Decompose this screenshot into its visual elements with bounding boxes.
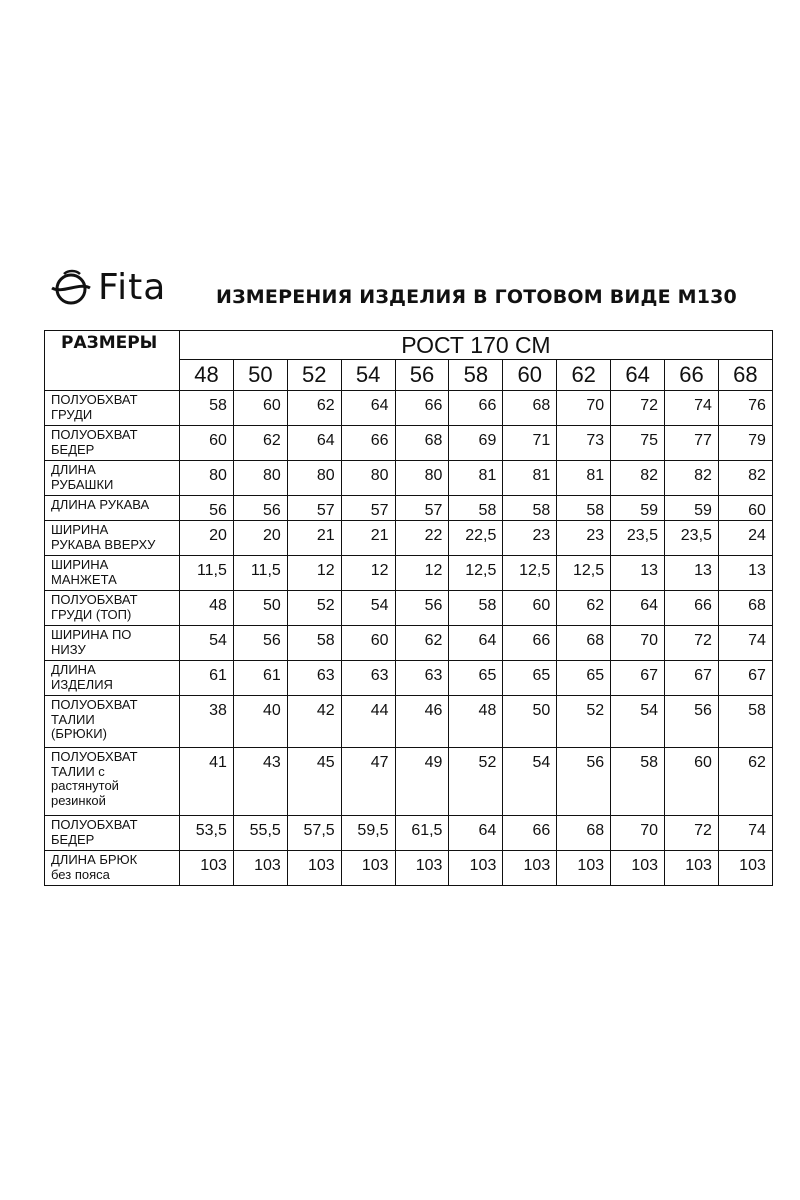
size-measurement-table [44,330,773,886]
measurement-value: 70 [611,816,665,851]
measurement-value: 69 [449,426,503,461]
size-header-cell: 56 [395,360,449,391]
measurement-value: 60 [233,391,287,426]
measurement-label-line: ПОЛУОБХВАТ [51,697,138,712]
measurement-value: 22 [395,521,449,556]
size-header-cell: 66 [665,360,719,391]
measurement-value: 64 [449,626,503,661]
size-header-cell: 52 [287,360,341,391]
measurement-value: 103 [611,851,665,886]
measurement-label [45,461,180,496]
sizes-header-label: РАЗМЕРЫ [45,331,180,391]
measurement-value: 60 [341,626,395,661]
measurement-value: 60 [665,748,719,816]
measurement-value: 103 [718,851,772,886]
document-title: ИЗМЕРЕНИЯ ИЗДЕЛИЯ В ГОТОВОМ ВИДЕ М130 [216,286,737,308]
measurement-label [45,591,180,626]
measurement-value: 67 [665,661,719,696]
fita-swirl-logo-icon [50,268,92,308]
measurement-value: 13 [665,556,719,591]
size-header-cell: 62 [557,360,611,391]
measurement-value: 13 [611,556,665,591]
measurement-value: 57 [395,496,449,521]
table-row [45,591,773,626]
measurement-value: 13 [718,556,772,591]
measurement-value: 75 [611,426,665,461]
measurement-value: 52 [287,591,341,626]
measurement-value: 47 [341,748,395,816]
table-row [45,391,773,426]
measurement-value: 53,5 [180,816,234,851]
measurement-value: 44 [341,696,395,748]
measurement-value: 80 [180,461,234,496]
measurement-label-line: НИЗУ [51,641,86,657]
table-body [45,391,773,886]
measurement-label-line: без пояса [51,866,110,882]
measurement-value: 67 [611,661,665,696]
table-row [45,851,773,886]
measurement-value: 64 [341,391,395,426]
measurement-label-line: ШИРИНА ПО [51,627,132,642]
measurement-value: 38 [180,696,234,748]
measurement-label [45,496,180,521]
measurement-value: 79 [718,426,772,461]
size-header-cell: 58 [449,360,503,391]
measurement-value: 58 [557,496,611,521]
measurement-value: 21 [287,521,341,556]
measurement-value: 11,5 [233,556,287,591]
measurement-value: 54 [341,591,395,626]
size-header-cell: 68 [718,360,772,391]
measurement-value: 50 [503,696,557,748]
measurement-value: 81 [503,461,557,496]
size-header-cell: 54 [341,360,395,391]
measurement-value: 65 [557,661,611,696]
size-header-cell: 60 [503,360,557,391]
measurement-value: 76 [718,391,772,426]
measurement-value: 103 [233,851,287,886]
measurement-value: 63 [341,661,395,696]
table-row [45,696,773,748]
measurement-value: 41 [180,748,234,816]
measurement-value: 103 [665,851,719,886]
measurement-value: 64 [287,426,341,461]
measurement-value: 12 [287,556,341,591]
measurement-value: 103 [395,851,449,886]
measurement-value: 48 [449,696,503,748]
measurement-label-line: ДЛИНА РУКАВА [51,497,150,512]
measurement-label [45,816,180,851]
measurement-value: 54 [611,696,665,748]
measurement-value: 58 [449,591,503,626]
measurement-value: 80 [287,461,341,496]
measurement-label-line: БЕДЕР [51,441,95,457]
measurement-value: 12,5 [557,556,611,591]
measurement-value: 64 [611,591,665,626]
measurement-label-line: ПОЛУОБХВАТ [51,749,138,764]
measurement-value: 60 [503,591,557,626]
measurement-value: 23 [557,521,611,556]
measurement-value: 58 [718,696,772,748]
measurement-value: 23,5 [611,521,665,556]
measurement-label-line: РУКАВА ВВЕРХУ [51,536,156,552]
measurement-value: 68 [557,626,611,661]
measurement-value: 70 [557,391,611,426]
measurement-value: 59 [611,496,665,521]
measurement-value: 12 [395,556,449,591]
measurement-value: 55,5 [233,816,287,851]
measurement-value: 40 [233,696,287,748]
measurement-label [45,391,180,426]
measurement-value: 60 [718,496,772,521]
measurement-value: 66 [503,816,557,851]
measurement-value: 54 [503,748,557,816]
measurement-value: 12,5 [449,556,503,591]
brand-name: Fita [98,267,167,308]
table-row [45,461,773,496]
measurement-value: 68 [395,426,449,461]
measurement-label [45,556,180,591]
measurement-value: 67 [718,661,772,696]
measurement-value: 74 [718,626,772,661]
measurement-value: 57 [341,496,395,521]
measurement-label [45,748,180,816]
measurement-value: 59,5 [341,816,395,851]
measurement-value: 62 [557,591,611,626]
size-header-cell: 50 [233,360,287,391]
measurement-value: 56 [233,496,287,521]
measurement-value: 23,5 [665,521,719,556]
measurement-label-line: ГРУДИ [51,406,93,422]
measurement-value: 21 [341,521,395,556]
measurement-value: 66 [395,391,449,426]
table-row [45,521,773,556]
measurement-value: 73 [557,426,611,461]
measurement-label-line: БЕДЕР [51,831,95,847]
measurement-label [45,661,180,696]
measurement-value: 56 [395,591,449,626]
measurement-label-line: РУБАШКИ [51,476,114,492]
measurement-value: 74 [665,391,719,426]
measurement-value: 56 [180,496,234,521]
measurement-label-line: ДЛИНА [51,662,96,677]
measurement-value: 72 [611,391,665,426]
measurement-label [45,626,180,661]
measurement-value: 66 [503,626,557,661]
measurement-value: 59 [665,496,719,521]
measurement-label-line: ГРУДИ (ТОП) [51,606,132,622]
measurement-value: 103 [557,851,611,886]
measurement-value: 42 [287,696,341,748]
measurement-label-line: ТАЛИИ [51,711,95,727]
measurement-value: 50 [233,591,287,626]
measurement-value: 61 [233,661,287,696]
measurement-label [45,426,180,461]
measurement-value: 63 [395,661,449,696]
measurement-value: 56 [233,626,287,661]
measurement-value: 66 [665,591,719,626]
brand-logo [50,268,166,308]
measurement-value: 54 [180,626,234,661]
measurement-label [45,851,180,886]
measurement-label-line: ПОЛУОБХВАТ [51,427,138,442]
measurement-label-line: ДЛИНА [51,462,96,477]
measurement-label-line: ШИРИНА [51,522,109,537]
measurement-value: 12 [341,556,395,591]
measurement-value: 68 [503,391,557,426]
measurement-value: 80 [395,461,449,496]
measurement-label-line: ДЛИНА БРЮК [51,852,138,867]
measurement-label-line: ПОЛУОБХВАТ [51,817,138,832]
size-header-cell: 64 [611,360,665,391]
table-row [45,496,773,521]
measurement-value: 71 [503,426,557,461]
measurement-value: 52 [449,748,503,816]
table-row [45,816,773,851]
measurement-value: 63 [287,661,341,696]
measurement-value: 62 [233,426,287,461]
measurement-value: 81 [449,461,503,496]
table-row [45,556,773,591]
measurement-label-line: (БРЮКИ) [51,726,107,741]
measurement-value: 62 [395,626,449,661]
measurement-value: 57,5 [287,816,341,851]
measurement-value: 68 [718,591,772,626]
measurement-label-line: ИЗДЕЛИЯ [51,676,113,692]
measurement-value: 56 [665,696,719,748]
measurement-value: 46 [395,696,449,748]
measurement-value: 22,5 [449,521,503,556]
measurement-value: 12,5 [503,556,557,591]
measurement-label-line: МАНЖЕТА [51,571,117,587]
measurement-value: 58 [611,748,665,816]
table-row [45,748,773,816]
measurement-value: 62 [718,748,772,816]
measurement-value: 58 [180,391,234,426]
measurement-value: 20 [233,521,287,556]
measurement-value: 77 [665,426,719,461]
measurement-value: 103 [449,851,503,886]
measurement-value: 58 [503,496,557,521]
measurement-value: 57 [287,496,341,521]
measurement-value: 82 [611,461,665,496]
measurement-value: 72 [665,816,719,851]
measurement-value: 62 [287,391,341,426]
measurement-value: 82 [665,461,719,496]
measurement-value: 103 [287,851,341,886]
measurement-value: 23 [503,521,557,556]
measurement-value: 48 [180,591,234,626]
table-row [45,661,773,696]
measurement-value: 61 [180,661,234,696]
size-header-cell: 48 [180,360,234,391]
measurement-value: 70 [611,626,665,661]
measurement-value: 68 [557,816,611,851]
measurement-value: 65 [503,661,557,696]
measurement-value: 20 [180,521,234,556]
measurement-value: 11,5 [180,556,234,591]
measurement-label-line: ПОЛУОБХВАТ [51,592,138,607]
measurement-value: 24 [718,521,772,556]
measurement-value: 49 [395,748,449,816]
measurement-label-line: ТАЛИИ с [51,763,105,779]
measurement-value: 103 [180,851,234,886]
measurement-value: 43 [233,748,287,816]
measurement-value: 45 [287,748,341,816]
measurement-value: 64 [449,816,503,851]
measurement-label [45,521,180,556]
measurement-value: 103 [341,851,395,886]
measurement-value: 66 [449,391,503,426]
measurement-value: 58 [449,496,503,521]
measurement-value: 82 [718,461,772,496]
measurement-label-line: ПОЛУОБХВАТ [51,392,138,407]
measurement-value: 56 [557,748,611,816]
measurement-value: 80 [233,461,287,496]
height-label: РОСТ 170 СМ [180,331,773,360]
measurement-value: 74 [718,816,772,851]
measurement-label [45,696,180,748]
table-row [45,426,773,461]
measurement-value: 72 [665,626,719,661]
table-row [45,626,773,661]
measurement-value: 52 [557,696,611,748]
measurement-label-line: растянутой [51,778,119,793]
measurement-value: 81 [557,461,611,496]
measurement-value: 58 [287,626,341,661]
measurement-value: 103 [503,851,557,886]
measurement-value: 66 [341,426,395,461]
measurement-label-line: резинкой [51,792,106,808]
measurement-value: 80 [341,461,395,496]
measurement-value: 65 [449,661,503,696]
measurement-value: 61,5 [395,816,449,851]
measurement-label-line: ШИРИНА [51,557,109,572]
measurement-value: 60 [180,426,234,461]
